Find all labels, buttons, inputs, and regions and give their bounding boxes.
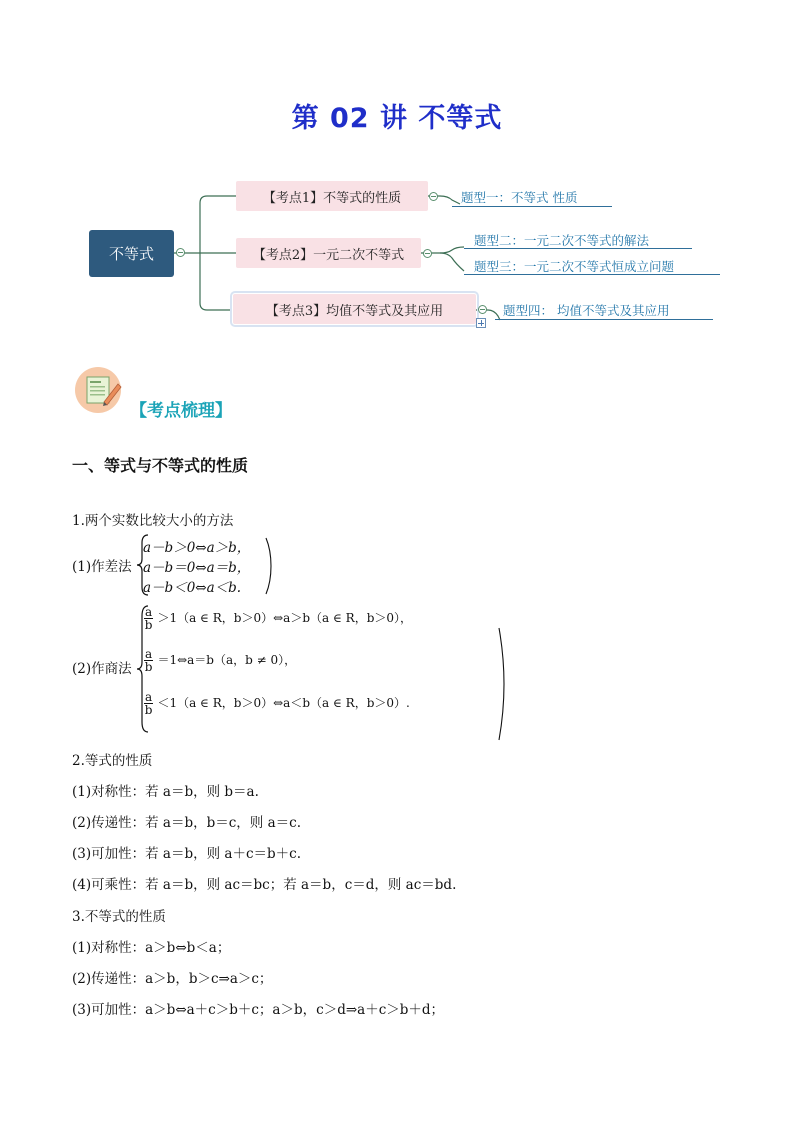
mindmap-topic-4[interactable]: 题型四： 均值不等式及其应用 bbox=[503, 303, 670, 318]
subsection-title: 1.两个实数比较大小的方法 bbox=[72, 513, 234, 529]
fraction: $\frac{a}{b}$ bbox=[144, 605, 153, 632]
topic-underline bbox=[495, 319, 713, 320]
fraction: $\frac{a}{b}$ bbox=[144, 690, 153, 717]
section-heading: 【考点梳理】 bbox=[130, 401, 232, 421]
heading-1: 一、等式与不等式的性质 bbox=[72, 456, 249, 475]
quot-method-label: (2)作商法 bbox=[72, 661, 132, 677]
diff-line-3: a－b＜0⇔a＜b. bbox=[143, 580, 242, 596]
inequality-property: (1)对称性：a＞b⇔b＜a； bbox=[72, 940, 231, 956]
right-brace bbox=[264, 536, 274, 598]
mindmap-topic-3[interactable]: 题型三：一元二次不等式恒成立问题 bbox=[474, 259, 675, 274]
quot-line-1: $\frac{a}{b}$ ＞1（a ∈ R，b＞0）⇔a＞b（a ∈ R，b＞0）， bbox=[144, 605, 413, 632]
quot-line-2: $\frac{a}{b}$ ＝1⇔a＝b（a，b ≠ 0）， bbox=[144, 647, 297, 674]
diff-line-2: a－b＝0⇔a＝b， bbox=[143, 560, 251, 576]
topic-underline bbox=[464, 248, 692, 249]
mindmap-root[interactable]: 不等式 bbox=[89, 230, 174, 277]
mindmap-node-1[interactable]: 【考点1】不等式的性质 bbox=[236, 181, 428, 211]
inequality-property: (2)传递性：a＞b，b＞c⇒a＞c； bbox=[72, 971, 273, 987]
notebook-pencil-icon bbox=[74, 366, 126, 414]
topic-underline bbox=[452, 206, 612, 207]
collapse-icon[interactable] bbox=[429, 192, 438, 201]
mindmap-node-2[interactable]: 【考点2】一元二次不等式 bbox=[236, 238, 421, 268]
page-title: 第 02 讲 不等式 bbox=[291, 103, 503, 134]
mindmap-topic-2[interactable]: 题型二：一元二次不等式的解法 bbox=[474, 233, 650, 248]
collapse-icon[interactable] bbox=[478, 305, 487, 314]
topic-underline bbox=[464, 274, 720, 275]
expand-icon[interactable] bbox=[476, 318, 486, 328]
mindmap-topic-1[interactable]: 题型一：不等式 性质 bbox=[461, 190, 578, 205]
subsection-title: 2.等式的性质 bbox=[72, 753, 153, 769]
collapse-icon[interactable] bbox=[423, 249, 432, 258]
fraction: $\frac{a}{b}$ bbox=[144, 647, 153, 674]
subsection-title: 3.不等式的性质 bbox=[72, 909, 166, 925]
equality-property: (3)可加性：若 a＝b，则 a＋c＝b＋c. bbox=[72, 846, 301, 862]
equality-property: (4)可乘性：若 a＝b，则 ac＝bc；若 a＝b，c＝d，则 ac＝bd. bbox=[72, 877, 457, 893]
equality-property: (2)传递性：若 a＝b，b＝c，则 a＝c. bbox=[72, 815, 301, 831]
diff-line-1: a－b＞0⇔a＞b， bbox=[143, 540, 251, 556]
equality-property: (1)对称性：若 a＝b，则 b＝a. bbox=[72, 784, 259, 800]
inequality-property: (3)可加性：a＞b⇔a＋c＞b＋c；a＞b，c＞d⇒a＋c＞b＋d； bbox=[72, 1002, 445, 1018]
right-brace bbox=[497, 626, 507, 742]
diff-method-label: (1)作差法 bbox=[72, 559, 132, 575]
collapse-icon[interactable] bbox=[176, 248, 185, 257]
quot-line-3: $\frac{a}{b}$ ＜1（a ∈ R，b＞0）⇔a＜b（a ∈ R，b＞0）. bbox=[144, 690, 410, 717]
mindmap-node-3[interactable]: 【考点3】均值不等式及其应用 bbox=[233, 294, 476, 324]
